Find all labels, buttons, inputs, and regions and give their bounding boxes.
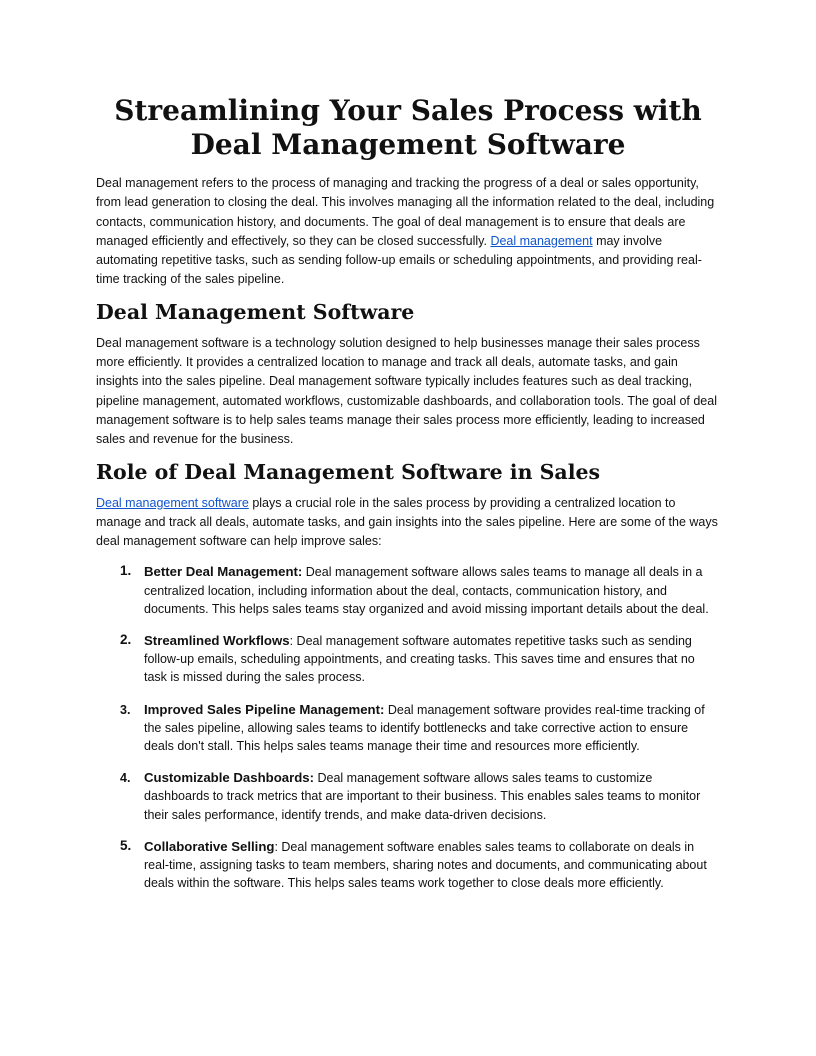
list-item bbox=[96, 563, 720, 618]
list-number: 5. bbox=[120, 837, 132, 853]
section-heading-deal-management-software: Deal Management Software bbox=[96, 299, 415, 324]
list-item-text: : Deal management software automates repetitive tasks such as sending follow-up emails, scheduling appointments, and creating tasks. This saves time and ensures that no task is missed during the sales process. bbox=[144, 634, 695, 685]
list-number: 1. bbox=[120, 563, 132, 579]
list-item-term: Customizable Dashboards: bbox=[144, 770, 315, 786]
section2-text: plays a crucial role in the sales process by providing a centralized location to manage and track all deals, automate tasks, and gain insights into the sales pipeline. Here are some of the ways deal management software can help improve sales: bbox=[96, 495, 718, 549]
deal-management-link[interactable]: Deal management bbox=[490, 233, 593, 248]
list-number: 3. bbox=[120, 702, 131, 717]
list-item-term: Better Deal Management: bbox=[144, 564, 303, 580]
list-item bbox=[96, 769, 720, 824]
list-number: 2. bbox=[120, 632, 132, 648]
list-item bbox=[96, 701, 720, 756]
section1-paragraph: Deal management software is a technology solution designed to help businesses manage their sales process more efficiently. It provides a centralized location to manage and track all deals, automate tasks, and gain insights into the sales pipeline. Deal management software typically includes features such as deal tracking, pipeline management, automated workflows, customizable dashboards, and collaboration tools. The goal of deal management software is to help sales teams manage their sales process more efficiently, leading to increased sales and revenue for the business. bbox=[96, 335, 717, 447]
list-item-text: : Deal management software enables sales teams to collaborate on deals in real-time, assigning tasks to team members, sharing notes and documents, and communicating about deals within the software. This helps sales teams work together to close deals more efficiently. bbox=[144, 839, 707, 891]
list-item-text: Deal management software provides real-time tracking of the sales pipeline, allowing sales teams to identify bottlenecks and take corrective action to ensure deals don't stall. This helps sales teams manage their time and resources more efficiently. bbox=[144, 702, 705, 754]
list-item-term: Improved Sales Pipeline Management: bbox=[144, 701, 385, 717]
page-title: Streamlining Your Sales Process with Deal Management Software bbox=[114, 94, 702, 161]
list-item-term: Streamlined Workflows bbox=[144, 633, 290, 649]
section2-paragraph bbox=[96, 494, 720, 552]
list-item-text: Deal management software allows sales teams to manage all deals in a centralized location, including information about the deal, contacts, communication history, and documents. This helps sales teams stay organized and avoid missing important details about the deal. bbox=[144, 565, 709, 616]
list-number: 4. bbox=[120, 771, 131, 786]
intro-text-start: Deal management refers to the process of managing and tracking the progress of a deal or sales opportunity, from lead generation to closing the deal. This involves managing all the information related to the deal, including contacts, communication history, and documents. The goal of deal management is to ensure that deals are managed efficiently and effectively, so they can be closed successfully. bbox=[96, 176, 715, 248]
list-item bbox=[96, 838, 720, 893]
intro-text-end: may involve automating repetitive tasks, such as sending follow-up emails or scheduling appointments, and providing real-time tracking of the sales pipeline. bbox=[96, 233, 702, 287]
list-item bbox=[96, 632, 720, 687]
section-heading-role-in-sales: Role of Deal Management Software in Sales bbox=[96, 459, 601, 484]
list-item-term: Collaborative Selling bbox=[144, 838, 275, 854]
list-item-text: Deal management software allows sales teams to customize dashboards to track metrics that are important to their business. This enables sales teams to monitor their sales performance, identify trends, and make data-driven decisions. bbox=[144, 771, 701, 822]
deal-management-software-link[interactable]: Deal management software bbox=[96, 495, 249, 510]
benefits-list bbox=[96, 563, 720, 892]
intro-paragraph bbox=[96, 174, 720, 290]
